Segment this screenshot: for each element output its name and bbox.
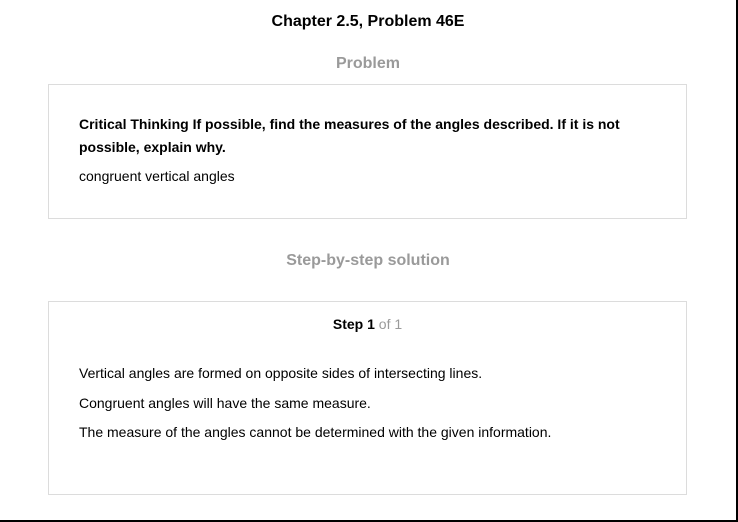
- solution-line: Congruent angles will have the same measure.: [79, 395, 371, 411]
- solution-card: [48, 301, 687, 495]
- step-total: of 1: [378, 316, 403, 332]
- problem-statement: Critical Thinking If possible, find the measures of the angles described. If it is not possible, explain why.: [79, 116, 620, 155]
- step-number: 1: [367, 316, 375, 332]
- solution-heading: Step-by-step solution: [286, 252, 450, 269]
- problem-card: [48, 84, 687, 219]
- solution-line: Vertical angles are formed on opposite sides of intersecting lines.: [79, 365, 483, 381]
- page-title: Chapter 2.5, Problem 46E: [271, 13, 465, 30]
- step-label: Step: [332, 316, 364, 332]
- problem-item: congruent vertical angles: [79, 168, 235, 184]
- problem-heading: Problem: [335, 55, 400, 72]
- solution-line: The measure of the angles cannot be determined with the given information.: [79, 424, 552, 440]
- step-header: [49, 315, 686, 333]
